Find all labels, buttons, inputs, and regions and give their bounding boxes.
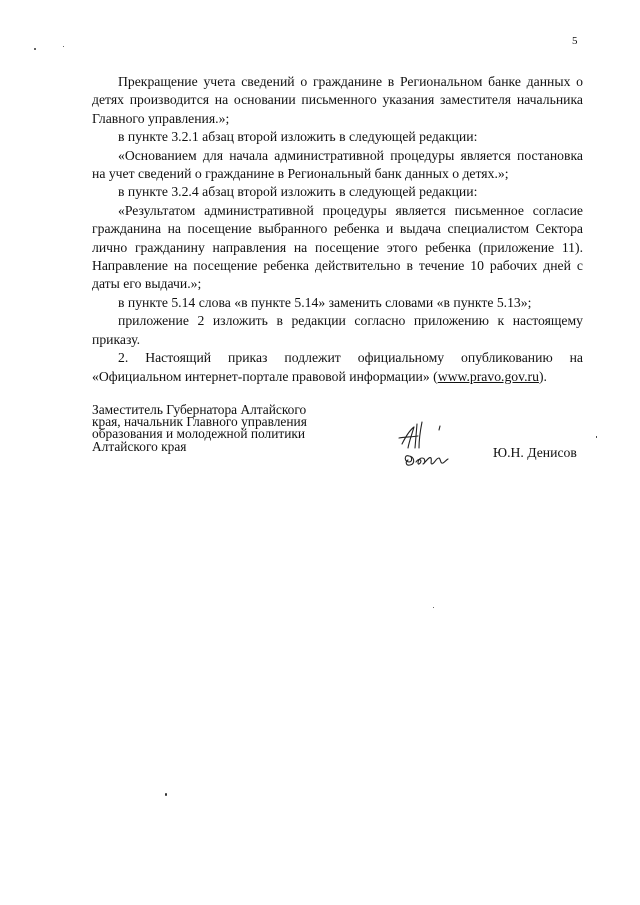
scan-speck (34, 48, 36, 50)
paragraph: в пункте 3.2.4 абзац второй изложить в следующей редакции: (118, 184, 478, 200)
final-paragraph-text: 2. Настоящий приказ подлежит официальному опубликованию на «Официальном интернет-портале правовой информации» ( (92, 350, 583, 384)
document-body (92, 73, 583, 386)
signatory-position (92, 404, 392, 453)
scan-speck (165, 793, 167, 796)
scan-speck (63, 46, 64, 47)
scan-speck (596, 436, 597, 438)
signatory-position-line: края, начальник Главного управления (92, 414, 307, 430)
pravo-portal-link[interactable]: www.pravo.gov.ru (437, 368, 539, 384)
handwritten-signature (396, 418, 466, 470)
signatory-position-line: Алтайского края (92, 438, 187, 454)
paragraph: Прекращение учета сведений о гражданине в Региональном банке данных о детях производится на основании письменного указания заместителя начальника Главного управления.»; (92, 74, 583, 126)
paragraph: «Основанием для начала административной процедуры является постановка на учет сведений о гражданине в Региональный банк данных о детях.»; (92, 147, 583, 182)
paragraph: в пункте 3.2.1 абзац второй изложить в следующей редакции: (118, 129, 478, 145)
paragraph: в пункте 5.14 слова «в пункте 5.14» заменить словами «в пункте 5.13»; (118, 294, 532, 310)
signatory-position-line: образования и молодежной политики (92, 426, 306, 442)
paragraph: «Результатом административной процедуры является письменное согласие гражданина на посещение выбранного ребенка и выдача специалистом Сектора лично гражданину направления на посещение этого ребенка (приложение 11). Направление на посещение ребенка действительно в течение 10 рабочих дней с даты его выдачи.»; (92, 202, 583, 292)
signatory-position-line: Заместитель Губернатора Алтайского (92, 402, 307, 417)
final-paragraph (92, 349, 583, 386)
scan-speck (433, 607, 434, 608)
final-paragraph-end: ). (538, 368, 547, 384)
page-number: 5 (572, 35, 578, 47)
signatory-name: Ю.Н. Денисов (493, 445, 577, 460)
paragraph: приложение 2 изложить в редакции согласно приложению к настоящему приказу. (92, 313, 583, 347)
